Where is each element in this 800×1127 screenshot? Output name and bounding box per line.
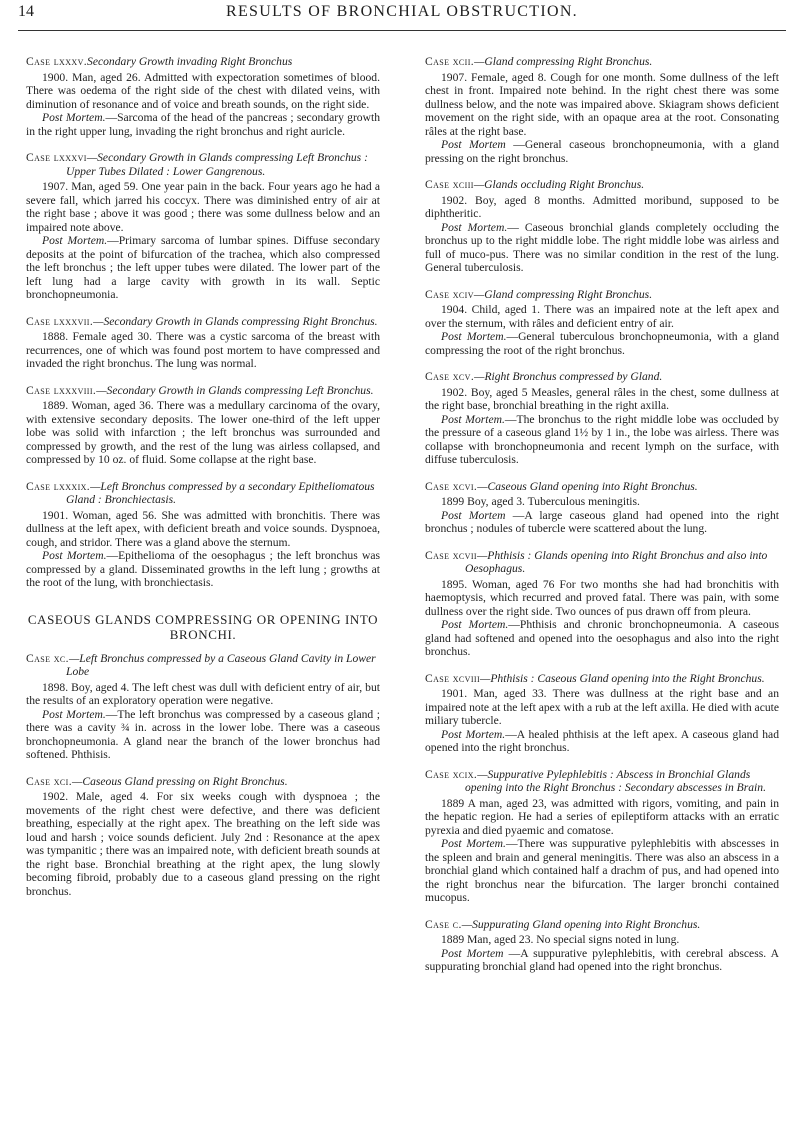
case-title (26, 151, 380, 178)
paragraph-text: 1902. Boy, aged 5 Measles, general râles in the chest, some dullness at the right base, bronchial breathing in the right axilla. (425, 385, 779, 412)
case-label: Case lxxxv. (26, 55, 88, 68)
case-entry (26, 775, 380, 899)
case-subject: —Gland compressing Right Bronchus. (473, 287, 653, 301)
header-rule (18, 30, 786, 31)
case-subject: —Caseous Gland pressing on Right Bronchus. (72, 774, 288, 788)
paragraph-text: —General tuberculous bronchopneumonia, with a gland compressing the root of the right bronchus. (425, 330, 779, 357)
case-subject: —Suppurative Pylephlebitis : Abscess in Bronchial Glands opening into the Right Bronchus : Secondary abscesses in Brain. (465, 767, 766, 794)
case-subject: —Gland compressing Right Bronchus. (474, 55, 653, 68)
case-label: Case xcvii (425, 548, 477, 562)
case-title (425, 288, 779, 302)
case-title (26, 480, 380, 507)
case-history-paragraph (425, 71, 779, 139)
case-title (26, 384, 380, 398)
case-title (425, 370, 779, 384)
case-history-paragraph (425, 578, 779, 619)
post-mortem-label: Post Mortem (441, 508, 506, 522)
case-entry (425, 918, 779, 974)
paragraph-text: —A suppurative pylephlebitis, with cerebral abscess. A suppurating bronchial gland had opened into the right bronchus. (425, 946, 779, 973)
case-subject: —Right Bronchus compressed by Gland. (474, 370, 663, 383)
post-mortem-label: Post Mortem. (441, 727, 506, 741)
paragraph-text: 1900. Man, aged 26. Admitted with expectoration sometimes of blood. There was oedema of the right side of the chest with dilated veins, with diminution of resonance and of voice and breath sounds, on the right side. (26, 70, 380, 111)
case-subject: —Secondary Growth in Glands compressing Left Bronchus. (96, 383, 374, 397)
post-mortem-paragraph (425, 413, 779, 467)
case-history-paragraph (26, 681, 380, 708)
case-label: Case xciv (425, 287, 474, 301)
paragraph-text: 1902. Male, aged 4. For six weeks cough with dyspnoea ; the movements of the right chest were defective, and there was deficient breathing, especially at the right apex. The breathing on the left side was loud and harsh ; voice sounds deficient. July 2nd : Resonance at the apex was tympanitic ; there was an impaired note, with deficient breath sounds at the right base. Bronchial breathing at the right apex, the lung slowly becoming fibroid, probably due to a caseous gland pressing on the right bronchus. (26, 790, 380, 898)
case-subject: —Secondary Growth in Glands compressing Left Bronchus : Upper Tubes Dilated : Lower Gangrenous. (66, 151, 368, 178)
case-title (26, 315, 380, 329)
paragraph-text: 1901. Woman, aged 56. She was admitted with bronchitis. There was dullness at the left apex, with deficient breath and voice sounds. Dyspnoea, cough, and stridor. There was a gland above the sternum. (26, 508, 380, 549)
post-mortem-label: Post Mortem. (42, 234, 108, 247)
paragraph-text: —The left bronchus was compressed by a caseous gland ; there was a cavity ¾ in. across in the lower lobe. There was a caseous bronchopneumonia. A gland near the branch of the lower bronchus had softened. Phthisis. (26, 707, 380, 761)
post-mortem-label: Post Mortem. (441, 220, 508, 234)
case-title (425, 918, 779, 932)
case-title (26, 652, 380, 679)
section-heading: CASEOUS GLANDS COMPRESSING OR OPENING INTO BRONCHI. (27, 611, 379, 642)
case-entry (425, 768, 779, 905)
paragraph-text: 1895. Woman, aged 76 For two months she had had bronchitis with haemoptysis, which recurred and proved fatal. There was pain, with some dullness over the right side. Two ounces of pus drawn off from pleura. (425, 577, 779, 618)
paragraph-text: —The bronchus to the right middle lobe was occluded by the pressure of a caseous gland 1½ by 1 in., the lobe was airless. There was collapse with bronchopneumonia and recent lymph on the surface, with diffuse tuberculosis. (425, 412, 779, 466)
post-mortem-label: Post Mortem. (42, 707, 106, 721)
case-entry (425, 549, 779, 659)
case-entry (26, 55, 380, 138)
case-title (425, 480, 779, 494)
post-mortem-paragraph (26, 234, 380, 302)
paragraph-text: —A healed phthisis at the left apex. A caseous gland had opened into the right bronchus. (425, 727, 779, 754)
paragraph-text: 1898. Boy, aged 4. The left chest was dull with deficient entry of air, but the results of an exploratory operation were negative. (26, 680, 380, 707)
post-mortem-paragraph (425, 330, 779, 357)
case-label: Case xcv. (425, 370, 475, 383)
case-history-paragraph (425, 386, 779, 413)
post-mortem-label: Post Mortem. (441, 618, 509, 631)
case-label: Case xci. (26, 774, 73, 788)
case-subject: —Glands occluding Right Bronchus. (473, 178, 645, 191)
post-mortem-paragraph (425, 837, 779, 905)
case-label: Case xc. (26, 651, 69, 665)
case-entry (425, 178, 779, 275)
case-subject: —Caseous Gland opening into Right Bronchus. (477, 479, 698, 493)
paragraph-text: 1889. Woman, aged 36. There was a medullary carcinoma of the ovary, with extensive secondary deposits. The lower one-third of the left upper lobe was solid with infarction ; the left bronchus was surrounded and compressed by growth, and the rest of the lung was airless collapsed, and compressed by 10 oz. of fluid. Some collapse at the right base. (26, 399, 380, 466)
case-title (425, 672, 779, 686)
post-mortem-paragraph (425, 728, 779, 755)
case-label: Case lxxxvii. (26, 314, 94, 328)
case-entry (425, 55, 779, 165)
paragraph-text: 1907. Man, aged 59. One year pain in the back. Four years ago he had a severe fall, which jarred his coccyx. There was diminished entry of air at the right base ; above it was good ; there was some dullness below and an impaired note above. (26, 180, 380, 234)
case-title (425, 768, 779, 795)
case-entry (26, 480, 380, 590)
case-subject: —Left Bronchus compressed by a secondary Epitheliomatous Gland : Bronchiectasis. (66, 479, 375, 506)
case-entry (26, 151, 380, 302)
paragraph-text: 1907. Female, aged 8. Cough for one month. Some dullness of the left chest in front. Impaired note behind. In the right chest there was some dullness below, and the note was impaired above. Skiagram shows deficient movement on the right side, with an opaque area at the root. Consonating râles at the right base. (425, 70, 779, 138)
case-label: Case c. (425, 917, 462, 931)
case-label: Case xcix. (425, 767, 478, 781)
paragraph-text: 1904. Child, aged 1. There was an impaired note at the left apex and over the sternum, with râles and deficient entry of air. (425, 303, 779, 330)
post-mortem-label: Post Mortem (441, 138, 506, 151)
paragraph-text: —There was suppurative pylephlebitis with abscesses in the spleen and brain and general meningitis. There was also an abscess in a bronchial gland which contained half a drachm of pus, and had opened into the right bronchus near the bifurcation. The larger bronchi contained mucopus. (425, 837, 779, 904)
case-entry (26, 315, 380, 371)
post-mortem-paragraph (26, 708, 380, 762)
post-mortem-label: Post Mortem. (42, 111, 106, 124)
case-history-paragraph (26, 509, 380, 550)
paragraph-text: 1902. Boy, aged 8 months. Admitted moribund, supposed to be diphtheritic. (425, 193, 779, 220)
paragraph-text: 1901. Man, aged 33. There was dullness at the right base and an impaired note at the left apex with a rub at the left axilla. He died with acute miliary tubercle. (425, 687, 779, 727)
case-history-paragraph (425, 687, 779, 728)
running-title: RESULTS OF BRONCHIAL OBSTRUCTION. (226, 3, 578, 20)
case-history-paragraph (26, 399, 380, 467)
case-entry (425, 370, 779, 467)
case-subject: —Secondary Growth in Glands compressing Right Bronchus. (93, 314, 378, 328)
case-history-paragraph (26, 790, 380, 898)
case-label: Case xcviii (425, 671, 481, 685)
post-mortem-label: Post Mortem. (441, 412, 505, 426)
case-entry (425, 672, 779, 755)
post-mortem-label: Post Mortem. (441, 330, 507, 343)
case-entry (26, 652, 380, 762)
post-mortem-paragraph (26, 549, 380, 590)
paragraph-text: —Epithelioma of the oesophagus ; the left bronchus was compressed by a gland. Disseminated growths in the left lung ; growths at the root of the lung, with bronchiectasis. (26, 549, 380, 589)
case-label: Case lxxxvi (26, 151, 87, 164)
case-label: Case xciii (425, 178, 474, 191)
paragraph-text: —Phthisis and chronic bronchopneumonia. A caseous gland had softened and opened into the oesophagus and also into the right bronchus. (425, 618, 780, 658)
case-label: Case lxxxix. (26, 479, 91, 493)
post-mortem-label: Post Mortem (441, 946, 504, 960)
case-subject: —Suppurating Gland opening into Right Bronchus. (461, 917, 701, 931)
paragraph-text: —Sarcoma of the head of the pancreas ; secondary growth in the right upper lung, invading the right bronchus and right auricle. (26, 111, 380, 138)
case-subject: —Phthisis : Caseous Gland opening into the Right Bronchus. (480, 671, 765, 685)
case-subject: —Left Bronchus compressed by a Caseous Gland Cavity in Lower Lobe (66, 651, 376, 678)
case-title (425, 549, 779, 576)
post-mortem-paragraph (425, 509, 779, 536)
case-title (425, 55, 779, 69)
case-title (26, 775, 380, 789)
case-label: Case lxxxviii. (26, 383, 97, 397)
right-column (425, 55, 779, 987)
paragraph-text: — Caseous bronchial glands completely occluding the bronchus up to the right middle lobe. The right middle lobe was airless and full of muco-pus. There was no similar condition in the rest of the lung. General tuberculosis. (425, 220, 779, 274)
paragraph-text: 1889 A man, aged 23, was admitted with rigors, vomiting, and pain in the hepatic region. He had a series of epileptiform attacks with an erratic pyrexia and died pyaemic and comatose. (425, 796, 779, 837)
paragraph-text: 1888. Female aged 30. There was a cystic sarcoma of the breast with recurrences, one of which was found post mortem to have compressed and invaded the right bronchus. The lung was normal. (26, 330, 380, 370)
post-mortem-paragraph (425, 618, 779, 659)
case-history-paragraph (26, 330, 380, 371)
post-mortem-paragraph (425, 138, 779, 165)
case-label: Case xcvi. (425, 479, 478, 493)
case-history-paragraph (425, 495, 779, 509)
post-mortem-paragraph (26, 111, 380, 138)
paragraph-text: 1889 Man, aged 23. No special signs noted in lung. (441, 933, 680, 946)
case-entry (425, 480, 779, 536)
paragraph-text: —Primary sarcoma of lumbar spines. Diffuse secondary deposits at the point of bifurcation of the trachea, which also compressed the left bronchus ; the left upper tubes were dilated. The lower part of the left lung had a large cavity with growth in its wall. Septic bronchopneumonia. (26, 234, 380, 301)
case-title (26, 55, 380, 69)
case-history-paragraph (425, 797, 779, 838)
left-column (26, 55, 380, 911)
case-label: Case xcii. (425, 55, 475, 68)
post-mortem-paragraph (425, 947, 779, 974)
case-subject: Secondary Growth invading Right Bronchus (87, 55, 293, 68)
case-subject: —Phthisis : Glands opening into Right Bronchus and also into Oesophagus. (465, 548, 768, 575)
paragraph-text: —General caseous bronchopneumonia, with a gland pressing on the right bronchus. (425, 138, 779, 165)
paragraph-text: —A large caseous gland had opened into the right bronchus ; nodules of tubercle were scattered about the lung. (425, 508, 779, 535)
case-entry (26, 384, 380, 467)
case-history-paragraph (425, 303, 779, 330)
post-mortem-label: Post Mortem. (441, 837, 506, 850)
case-entry (425, 288, 779, 358)
post-mortem-paragraph (425, 221, 779, 275)
case-title (425, 178, 779, 192)
case-history-paragraph (425, 933, 779, 947)
case-history-paragraph (425, 194, 779, 221)
page-number: 14 (18, 3, 34, 20)
post-mortem-label: Post Mortem. (42, 549, 107, 562)
case-history-paragraph (26, 71, 380, 112)
paragraph-text: 1899 Boy, aged 3. Tuberculous meningitis. (441, 495, 640, 508)
case-history-paragraph (26, 180, 380, 234)
running-header (18, 3, 786, 25)
